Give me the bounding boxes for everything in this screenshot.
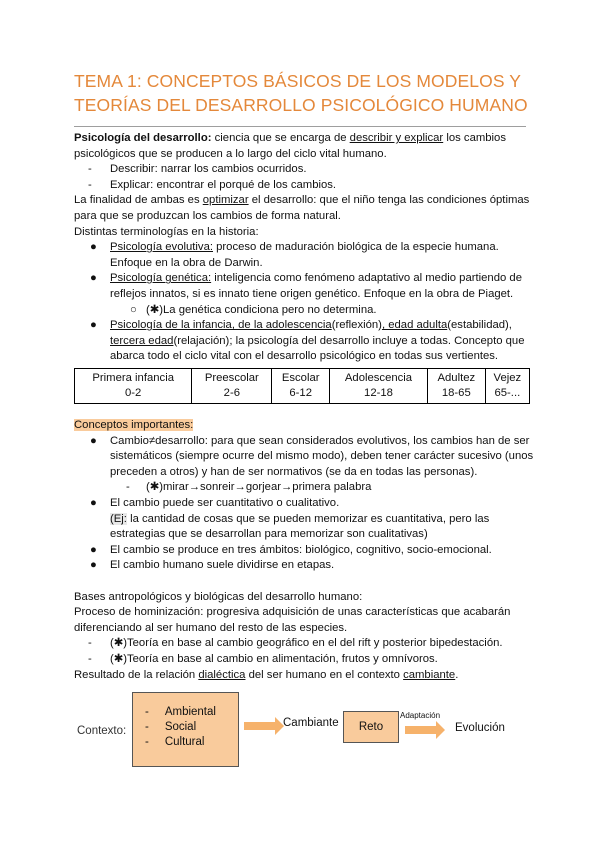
- list-item: - (✱)Teoría en base al cambio en alimentación, frutos y omnívoros.: [74, 652, 534, 668]
- list-item: - (✱)Teoría en base al cambio geográfico en el del rift y posterior bipedestación.: [74, 636, 534, 652]
- hominization-paragraph: Proceso de hominización: progresiva adquisición de unas características que acabarán diferenciando al ser humano del resto de las especies.: [74, 606, 511, 634]
- underlined-text: describir y explicar: [349, 132, 444, 144]
- arrow-icon: [244, 722, 276, 730]
- list-item: - Explicar: encontrar el porqué de los cambios.: [74, 178, 534, 194]
- text: los cambios psicológicos que se producen a lo largo del ciclo vital humano.: [74, 132, 506, 160]
- evolution-label: Evolución: [455, 722, 505, 734]
- underlined-text: Psicología genética:: [110, 272, 212, 285]
- definition-paragraph: [74, 131, 534, 162]
- list-item: ● El cambio humano suele dividirse en etapas.: [90, 559, 335, 572]
- underlined-text: tercera edad: [110, 334, 174, 347]
- underlined-text: dialéctica: [198, 668, 246, 681]
- context-box: [132, 692, 239, 767]
- text: El cambio humano suele dividirse en etapas.: [110, 559, 335, 572]
- text: Cambio≠desarrollo: para que sean considerados evolutivos, los cambios han de ser sistemáticos (siempre ocurre del mismo modo), deben tener carácter sucesivo (unos preceden a otros) y han de ser normativos (se da en todas las personas).: [110, 434, 534, 478]
- changing-label: Cambiante: [283, 717, 339, 729]
- text: El cambio se produce en tres ámbitos: biológico, cognitivo, socio-emocional.: [110, 543, 492, 556]
- table-cell: Preescolar 2-6: [192, 369, 272, 404]
- concepts-section: [74, 418, 534, 683]
- text: proceso de maduración biológica de la especie humana. Enfoque en la obra de Darwin.: [110, 241, 499, 269]
- text: del ser humano en el contexto: [245, 668, 404, 681]
- text: la cantidad de cosas que se pueden memorizar es cuantitativa, pero las estrategias que se desarrollan para memorizar son cualitativas): [110, 512, 490, 541]
- challenge-box: [343, 711, 399, 743]
- list-item-text: Explicar: encontrar el porqué de los cambios.: [110, 178, 337, 191]
- text: (estabilidad),: [447, 319, 512, 332]
- list-item: ● Cambio≠desarrollo: para que sean considerados evolutivos, los cambios han de ser sistemáticos (siempre ocurre del mismo modo), deben tener carácter sucesivo (unos preceden a otros) y han de ser normativos (se da en todas las personas).: [90, 434, 534, 478]
- purpose-paragraph: [74, 193, 534, 224]
- text: El cambio puede ser cuantitativo o cualitativo.: [110, 496, 340, 509]
- text: (relajación): [173, 334, 230, 347]
- bases-heading: Bases antropológicos y biológicas del desarrollo humano:: [74, 590, 363, 603]
- list-item-text: Describir: narrar los cambios ocurridos.: [110, 163, 307, 176]
- table-cell: Escolar 6-12: [272, 369, 330, 404]
- text: (reflexión): [331, 319, 382, 332]
- underlined-text: , edad adulta: [381, 319, 448, 332]
- list-item: ● Psicología de la infancia, de la adolescencia(reflexión), edad adulta(estabilidad), tercera edad(relajación); la psicología del desarrollo incluye a todas. Concepto que abarca todo el ciclo vital con el desarrollo psicológico en todas sus vertientes.: [90, 319, 525, 363]
- list-item: - (✱)mirar→sonreir→gorjear→primera palabra: [126, 481, 372, 494]
- title-divider: [74, 126, 526, 127]
- text: el desarrollo: que el niño tenga las condiciones óptimas para que se produzcan los cambios de forma natural.: [74, 194, 530, 222]
- list-item-text: (✱)Teoría en base al cambio en alimentación, frutos y omnívoros.: [110, 652, 438, 665]
- list-item: - Describir: narrar los cambios ocurridos.: [74, 162, 534, 178]
- intro-section: [74, 131, 534, 365]
- text: .: [455, 668, 459, 681]
- text: La finalidad de ambas es: [74, 194, 203, 207]
- table-cell: Adolescencia 12-18: [330, 369, 428, 404]
- list-item-text: (✱)Teoría en base al cambio geográfico en el del rift y posterior bipedestación.: [110, 637, 503, 650]
- list-item: - Ambiental: [145, 706, 216, 718]
- context-label: Contexto:: [77, 725, 127, 737]
- text: ciencia que se encarga de: [211, 132, 350, 144]
- list-item: ● El cambio se produce en tres ámbitos: biológico, cognitivo, socio-emocional.: [90, 543, 492, 556]
- list-item: ● Psicología evolutiva: proceso de maduración biológica de la especie humana. Enfoque en la obra de Darwin.: [90, 241, 499, 269]
- text: inteligencia como fenómeno adaptativo al medio partiendo de reflejos innatos, si es innato tiene origen genético. Enfoque en la obra de Piaget.: [110, 272, 522, 300]
- underlined-text: Psicología de la infancia, de la adolescencia: [110, 319, 332, 332]
- underlined-text: ;: [229, 334, 233, 347]
- underlined-text: Psicología evolutiva:: [110, 241, 213, 254]
- table-cell: Primera infancia 0-2: [75, 369, 192, 404]
- arrow-icon: [405, 726, 437, 734]
- list-item: ● El cambio puede ser cuantitativo o cualitativo. (Ej: la cantidad de cosas que se pueden memorizar es cuantitativa, pero las estrategias que se desarrollan para memorizar son cualitativas): [90, 496, 490, 541]
- terminology-heading: Distintas terminologías en la historia:: [74, 225, 259, 238]
- challenge-label: Reto: [358, 721, 384, 733]
- definition-term: Psicología del desarrollo:: [74, 132, 212, 144]
- text: Resultado de la relación: [74, 668, 199, 681]
- list-item: - Social: [145, 721, 197, 733]
- list-item: ● Psicología genética: inteligencia como fenómeno adaptativo al medio partiendo de reflejos innatos, si es innato tiene origen genético. Enfoque en la obra de Piaget.: [90, 272, 522, 300]
- table-row: [75, 369, 530, 404]
- adaptation-label: Adaptación: [400, 711, 441, 720]
- underlined-text: cambiante: [403, 668, 456, 681]
- text: la psicología del desarrollo incluye a todas. Concepto que abarca todo el ciclo vital con el desarrollo psicológico en todas sus vertientes.: [110, 334, 525, 363]
- result-paragraph: [74, 668, 534, 684]
- example-label: (Ej:: [110, 512, 127, 525]
- text: (✱)mirar→sonreir→gorjear→primera palabra: [146, 481, 372, 494]
- list-item: - Cultural: [145, 736, 205, 748]
- stages-table: [74, 368, 530, 404]
- underlined-text: optimizar: [202, 194, 249, 207]
- text: (✱)La genética condiciona pero no determina.: [146, 303, 377, 316]
- concepts-heading: Conceptos importantes:: [74, 419, 194, 431]
- document-title: TEMA 1: CONCEPTOS BÁSICOS DE LOS MODELOS Y TEORÍAS DEL DESARROLLO PSICOLÓGICO HUMANO: [74, 71, 528, 115]
- table-cell: Adultez 18-65: [427, 369, 485, 404]
- list-item: ○ (✱)La genética condiciona pero no determina.: [130, 303, 377, 316]
- table-cell: Vejez 65-...: [485, 369, 529, 404]
